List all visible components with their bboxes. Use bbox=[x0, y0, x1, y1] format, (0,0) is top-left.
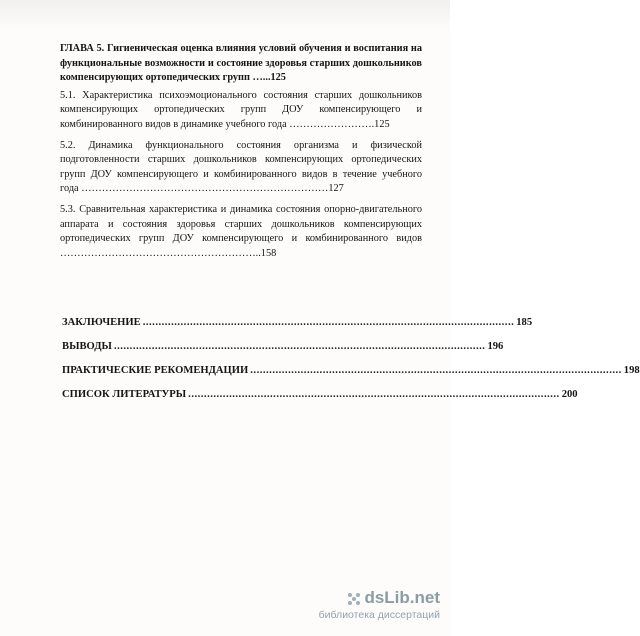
toc-item-page: 196 bbox=[487, 341, 504, 352]
leader-dots: ...................................................................................................................... bbox=[188, 389, 560, 400]
toc-item-label: ЗАКЛЮЧЕНИЕ bbox=[62, 317, 141, 328]
toc-item-page: 185 bbox=[516, 317, 533, 328]
toc-chapter-5: ГЛАВА 5. Гигиеническая оценка влияния условий обучения и воспитания на функциональные возможности и состояние здоровья старших дошкольников компенсирующих ортопедических групп …...125 bbox=[60, 43, 422, 84]
toc-section-5-1: 5.1. Характеристика психоэмоционального состояния старших дошкольников компенсирующих ортопедических групп ДОУ компенсирующего и комбинированного видов в динамике учебного года …………………….125 bbox=[60, 89, 422, 130]
leader-dots: ...................................................................................................................... bbox=[142, 317, 515, 328]
scan-shadow bbox=[0, 0, 450, 30]
toc-item-page: 198 bbox=[623, 365, 640, 376]
toc-section-5-2: 5.2. Динамика функционального состояния организма и физической подготовленности старших дошкольников компенсирующих ортопедических групп ДОУ компенсирующего и комбинированного видов в течение учебного года ………………………………………………………………127 bbox=[60, 139, 422, 195]
dslib-logo bbox=[347, 588, 440, 608]
dslib-tagline: библиотека диссертаций bbox=[318, 609, 440, 621]
toc-item-findings bbox=[62, 341, 504, 352]
toc-item-label: ПРАКТИЧЕСКИЕ РЕКОМЕНДАЦИИ bbox=[62, 365, 249, 376]
toc-item-label: СПИСОК ЛИТЕРАТУРЫ bbox=[62, 389, 187, 400]
toc-item-bibliography bbox=[62, 389, 578, 400]
leader-dots: ...................................................................................................................... bbox=[113, 341, 486, 352]
table-of-contents bbox=[60, 42, 422, 261]
dslib-logo-text: dsLib.net bbox=[364, 588, 440, 607]
toc-item-label: ВЫВОДЫ bbox=[62, 341, 112, 352]
toc-item-page: 200 bbox=[561, 389, 578, 400]
leader-dots: ...................................................................................................................... bbox=[250, 365, 622, 376]
toc-section-5-3: 5.3. Сравнительная характеристика и динамика состояния опорно-двигательного аппарата и состояния здоровья старших дошкольников компенсирующих ортопедических групп ДОУ компенсирующего и комбинированного видов …………………………………………………..158 bbox=[60, 203, 422, 259]
dslib-logo-icon bbox=[347, 591, 361, 605]
toc-item-recommendations bbox=[62, 365, 640, 376]
toc-item-conclusion bbox=[62, 317, 533, 328]
dslib-watermark[interactable] bbox=[290, 588, 440, 626]
